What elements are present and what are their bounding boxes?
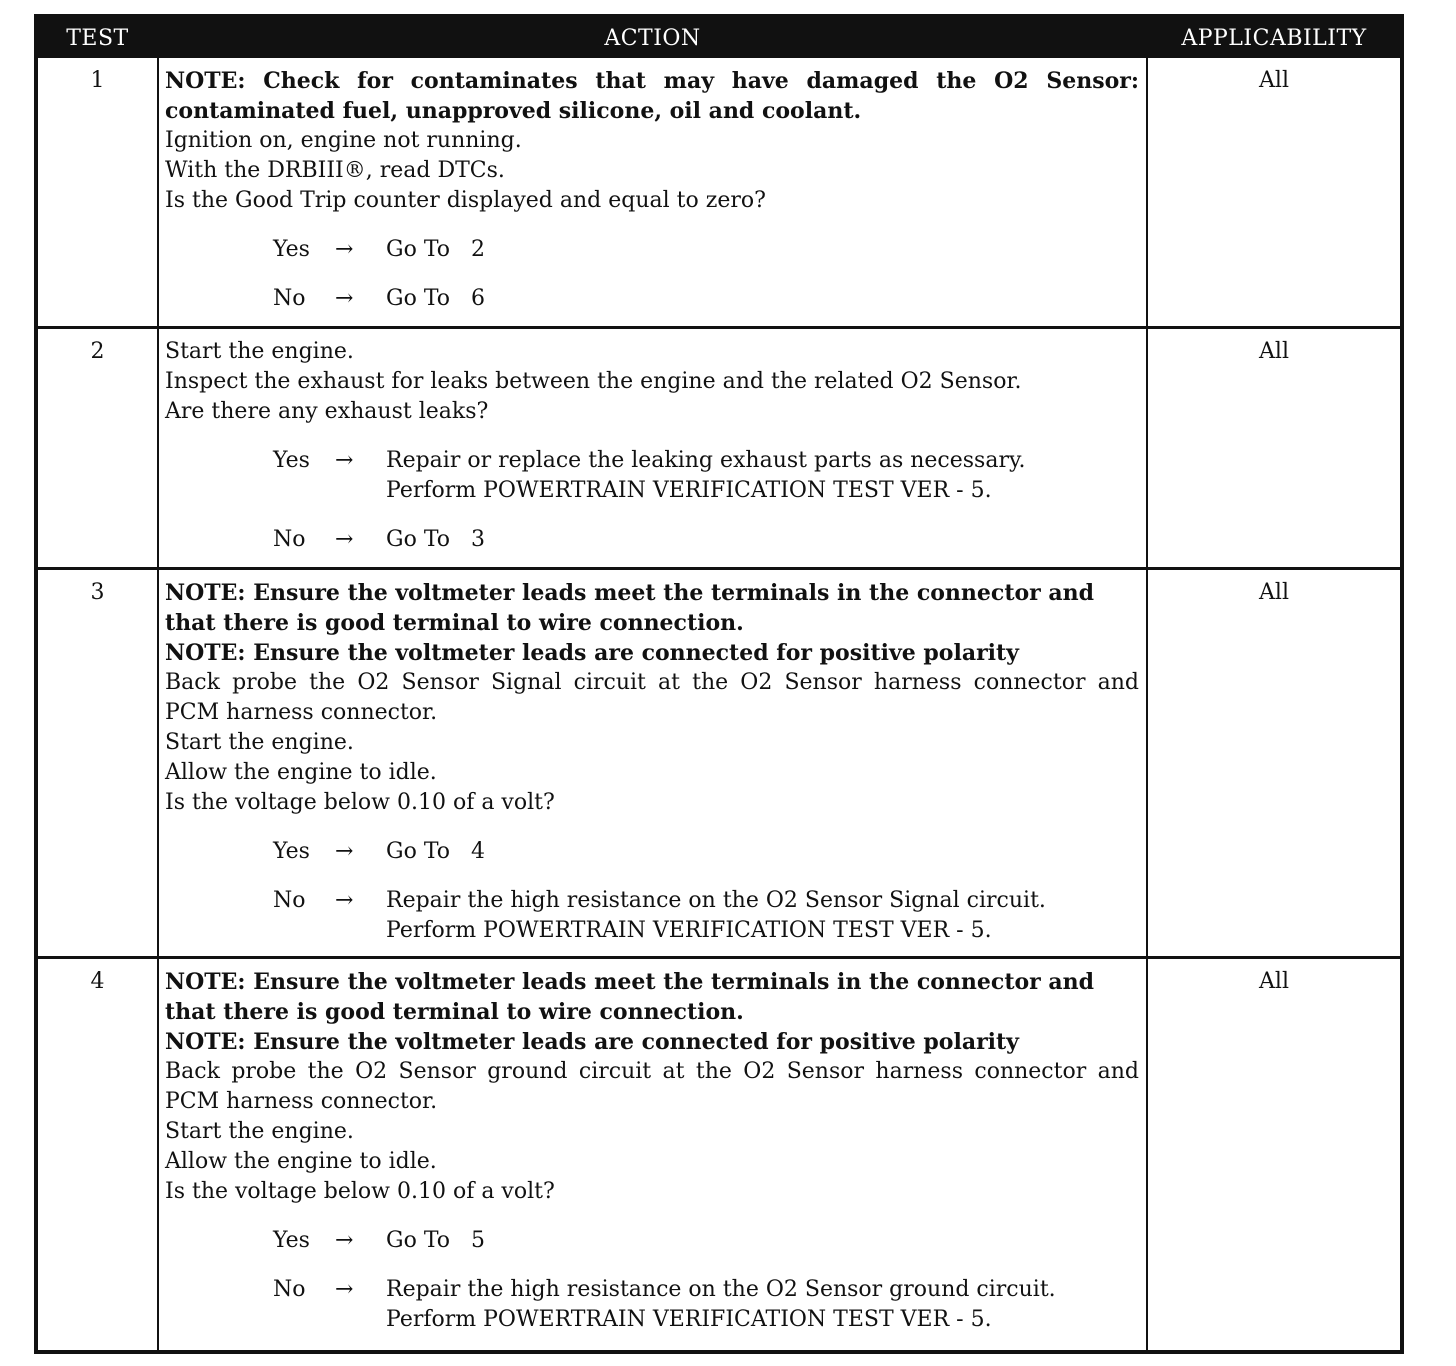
instruction-line: Inspect the exhaust for leaks between the engine and the related O2 Sensor. <box>165 369 1022 394</box>
question-line: Is the voltage below 0.10 of a volt? <box>165 790 555 815</box>
arrow-icon: → <box>335 1228 354 1253</box>
instruction-line: Start the engine. <box>165 339 354 364</box>
action-cell <box>165 578 1139 946</box>
action-cell <box>165 967 1139 1335</box>
note-line: contaminated fuel, unapproved silicone, oil and coolant. <box>165 98 862 124</box>
answer-label: No <box>273 527 306 552</box>
result-text: Go To 2 <box>386 237 485 262</box>
note-line: that there is good terminal to wire connection. <box>165 999 744 1025</box>
response-no <box>165 1275 1139 1335</box>
test-row-4 <box>38 959 1400 1350</box>
applicability-value: All <box>1259 580 1289 605</box>
note-line: NOTE: Ensure the voltmeter leads meet the terminals in the connector and <box>165 580 1095 606</box>
question-line: Are there any exhaust leaks? <box>165 399 489 424</box>
result-text: Go To 6 <box>386 286 485 311</box>
result-line: Perform POWERTRAIN VERIFICATION TEST VER - 5. <box>386 1307 992 1332</box>
response-yes <box>165 837 1139 867</box>
question-line: Is the Good Trip counter displayed and equal to zero? <box>165 188 766 213</box>
action-cell <box>165 66 1139 314</box>
applicability-value: All <box>1259 68 1289 93</box>
answer-label: Yes <box>273 448 310 473</box>
instruction-line: Back probe the O2 Sensor Signal circuit at the O2 Sensor harness connector and <box>165 670 1139 695</box>
test-number: 3 <box>90 580 105 605</box>
instruction-line: Allow the engine to idle. <box>165 760 437 785</box>
response-yes <box>165 235 1139 265</box>
answer-label: No <box>273 286 306 311</box>
result-text <box>386 1275 1056 1335</box>
note-line: NOTE: Ensure the voltmeter leads are connected for positive polarity <box>165 640 1019 666</box>
result-line: Perform POWERTRAIN VERIFICATION TEST VER - 5. <box>386 918 992 943</box>
result-line: Perform POWERTRAIN VERIFICATION TEST VER - 5. <box>386 478 992 503</box>
response-yes <box>165 1226 1139 1256</box>
applicability-value: All <box>1259 969 1289 994</box>
note-line: NOTE: Ensure the voltmeter leads meet the terminals in the connector and <box>165 969 1095 995</box>
instruction-line: Ignition on, engine not running. <box>165 128 522 153</box>
note-line: NOTE: Ensure the voltmeter leads are connected for positive polarity <box>165 1029 1019 1055</box>
action-cell <box>165 337 1139 555</box>
header-applicability: APPLICABILITY <box>1181 26 1367 51</box>
result-line: Repair or replace the leaking exhaust parts as necessary. <box>386 448 1026 473</box>
test-row-3 <box>38 570 1400 956</box>
test-number: 4 <box>90 969 105 994</box>
arrow-icon: → <box>335 839 354 864</box>
arrow-icon: → <box>335 286 354 311</box>
header-test: TEST <box>66 26 129 51</box>
instruction-line: Back probe the O2 Sensor ground circuit at the O2 Sensor harness connector and <box>165 1059 1139 1084</box>
instruction-line: Allow the engine to idle. <box>165 1149 437 1174</box>
test-row-2 <box>38 329 1400 567</box>
result-text: Go To 4 <box>386 839 485 864</box>
result-line: Repair the high resistance on the O2 Sensor ground circuit. <box>386 1277 1056 1302</box>
note-line: NOTE: Check for contaminates that may have damaged the O2 Sensor: <box>165 68 1139 94</box>
answer-label: No <box>273 1277 306 1302</box>
question-line: Is the voltage below 0.10 of a volt? <box>165 1179 555 1204</box>
result-text: Go To 5 <box>386 1228 485 1253</box>
arrow-icon: → <box>335 237 354 262</box>
response-no <box>165 284 1139 314</box>
result-line: Repair the high resistance on the O2 Sensor Signal circuit. <box>386 888 1046 913</box>
test-number: 1 <box>90 68 105 93</box>
result-text: Go To 3 <box>386 527 485 552</box>
result-text <box>386 886 1046 946</box>
test-number: 2 <box>90 339 105 364</box>
answer-label: Yes <box>273 1228 310 1253</box>
response-no <box>165 525 1139 555</box>
applicability-value: All <box>1259 339 1289 364</box>
arrow-icon: → <box>335 527 354 552</box>
response-no <box>165 886 1139 946</box>
response-yes <box>165 446 1139 506</box>
instruction-line: PCM harness connector. <box>165 1089 438 1114</box>
answer-label: No <box>273 888 306 913</box>
note-line: that there is good terminal to wire connection. <box>165 610 744 636</box>
arrow-icon: → <box>335 888 354 913</box>
arrow-icon: → <box>335 1277 354 1302</box>
answer-label: Yes <box>273 839 310 864</box>
arrow-icon: → <box>335 448 354 473</box>
answer-label: Yes <box>273 237 310 262</box>
instruction-line: Start the engine. <box>165 1119 354 1144</box>
result-text <box>386 446 1025 506</box>
diagnostic-test-table <box>34 14 1404 1354</box>
header-action: ACTION <box>604 26 701 51</box>
instruction-line: PCM harness connector. <box>165 700 438 725</box>
instruction-line: Start the engine. <box>165 730 354 755</box>
table-header <box>38 18 1400 58</box>
test-row-1 <box>38 58 1400 326</box>
instruction-line: With the DRBIII®, read DTCs. <box>165 158 505 183</box>
